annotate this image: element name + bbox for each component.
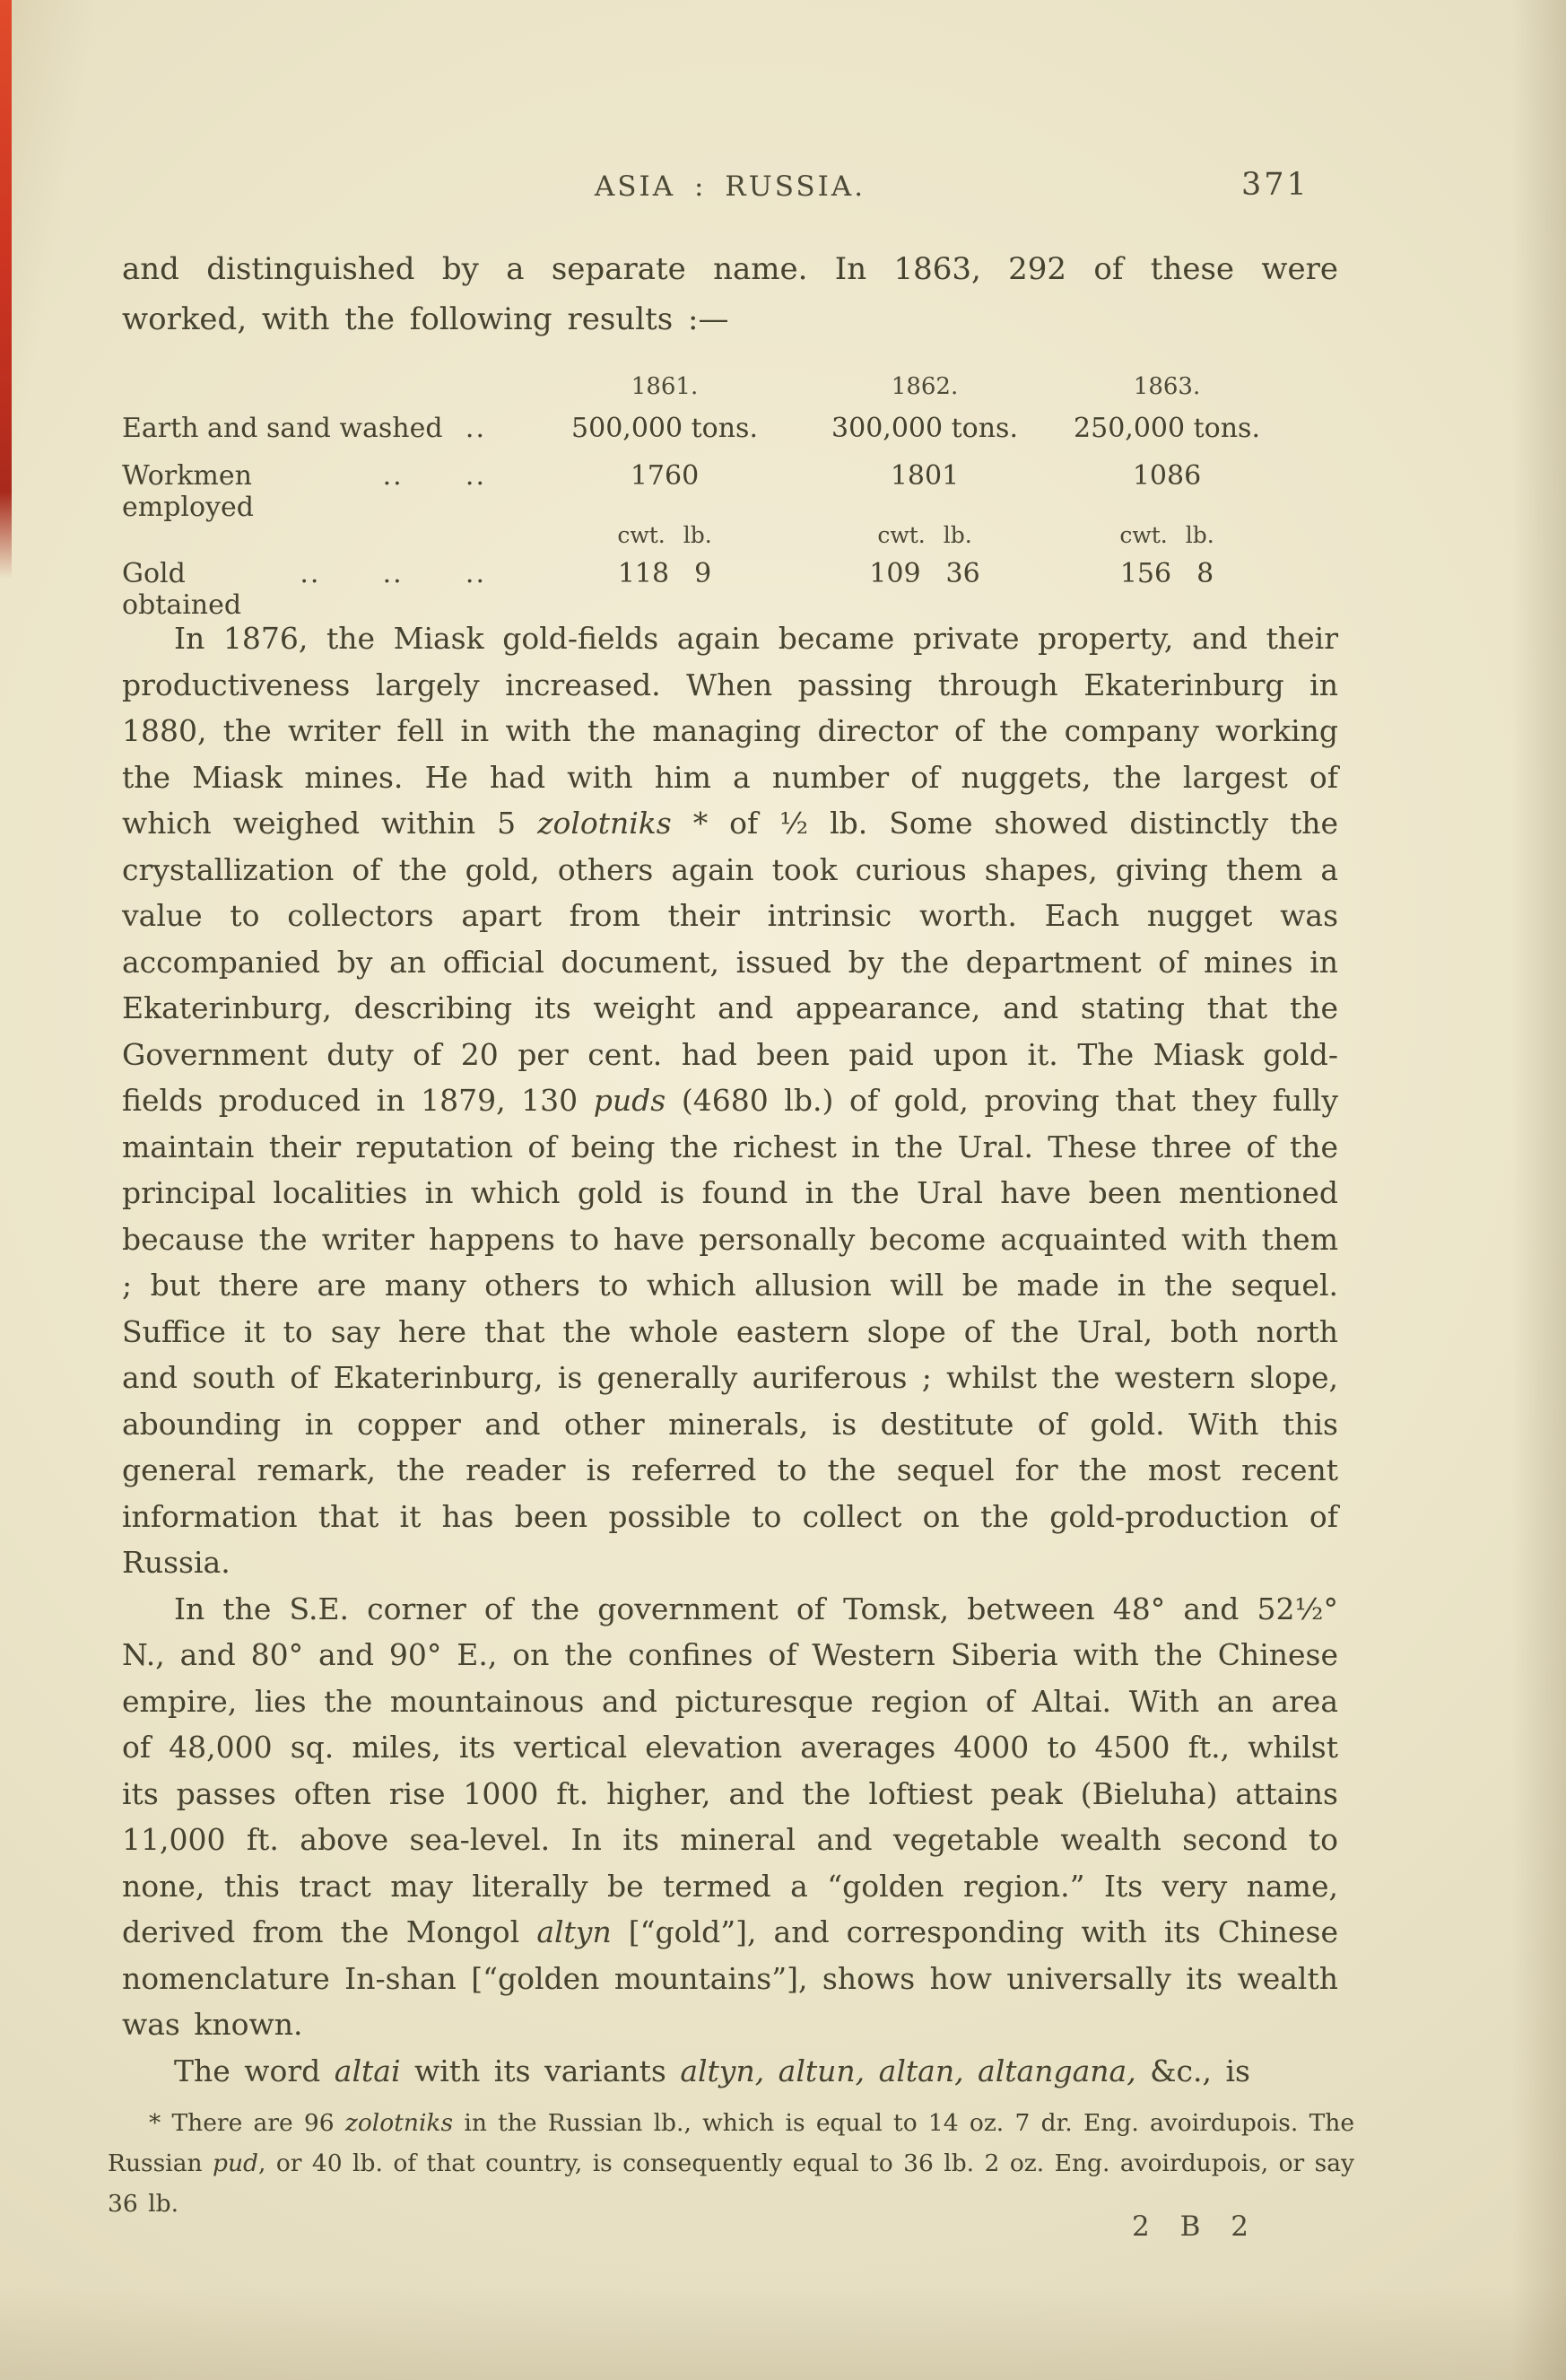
cell-value: 300,000 tons.: [831, 413, 1018, 444]
book-edge-red-strip: [0, 0, 12, 579]
cell-value: 1801: [890, 460, 960, 492]
dot-leader: .. .. ..: [300, 558, 486, 589]
paragraph-miask-goldfields: In 1876, the Miask gold-fields again became private property, and their productiveness largely increased. When passing through Ekaterinburg in 1880, the writer fell in with the managing director of the company working the Miask mines. He had with him a number of nuggets, the largest of which weighed within 5 zolotniks * of ½ lb. Some showed distinctly the crystallization of the gold, others again took curious shapes, giving them a value to collectors apart from their intrinsic worth. Each nugget was accompanied by an official document, issued by the department of mines in Ekaterinburg, describing its weight and appearance, and stating that the Government duty of 20 per cent. had been paid upon it. The Miask gold-fields produced in 1879, 130 puds (4680 lb.) of gold, proving that they fully maintain their reputation of being the richest in the Ural. These three of the principal localities in which gold is found in the Ural have been mentioned because the writer happens to have personally become acquainted with them ; but there are many others to which allusion will be made in the sequel. Suffice it to say here that the whole eastern slope of the Ural, both north and south of Ekaterinburg, is generally auriferous ; whilst the western slope, abounding in copper and other minerals, is destitute of gold. With this general remark, the reader is referred to the sequel for the most recent information that it has been possible to collect on the gold-production of Russia.: [122, 621, 1338, 1580]
cell-value: 109 36: [869, 558, 980, 589]
unit-header: cwt. lb.: [617, 522, 712, 548]
production-table: [122, 373, 1338, 621]
unit-header: cwt. lb.: [1119, 522, 1214, 548]
dot-leader: .. ..: [382, 460, 486, 492]
cell-value: 118 9: [617, 558, 712, 589]
dot-leader: ..: [465, 413, 486, 444]
cell-value: 1760: [630, 460, 700, 492]
table-row: [122, 558, 1338, 621]
signature-mark: 2 B 2: [1132, 2210, 1255, 2243]
row-label: Workmen employed: [122, 460, 254, 523]
cell-value: 156 8: [1119, 558, 1214, 589]
page-number: 371: [1241, 167, 1309, 203]
paragraph-altai-word: The word altai with its variants altyn, altun, altan, altangana, &c., is: [174, 2053, 1250, 2088]
running-head: ASIA : RUSSIA.: [594, 170, 866, 203]
table-row: [122, 413, 1338, 460]
intro-paragraph: and distinguished by a separate name. In 1863, 292 of these were worked, with the following results :—: [122, 251, 1338, 337]
cell-value: 250,000 tons.: [1074, 413, 1260, 444]
row-label: Gold obtained: [122, 558, 242, 621]
cell-value: 1086: [1132, 460, 1202, 492]
table-row: [122, 460, 1338, 523]
year-header: 1863.: [1133, 373, 1201, 400]
table-unit-header-row: [122, 522, 1338, 558]
footnote: * There are 96 zolotniks in the Russian lb., which is equal to 14 oz. 7 dr. Eng. avoirdupois. The Russian pud, or 40 lb. of that country, is consequently equal to 36 lb. 2 oz. Eng. avoirdupois, or say 36 lb.: [108, 2109, 1354, 2218]
body-text: [122, 615, 1338, 2094]
table-year-header-row: [122, 373, 1338, 413]
paragraph-altai-region: In the S.E. corner of the government of Tomsk, between 48° and 52½° N., and 80° and 90° E., on the confines of Western Siberia with the Chinese empire, lies the mountainous and picturesque region of Altai. With an area of 48,000 sq. miles, its vertical elevation averages 4000 to 4500 ft., whilst its passes often rise 1000 ft. higher, and the loftiest peak (Bieluha) attains 11,000 ft. above sea-level. In its mineral and vegetable wealth second to none, this tract may literally be termed a “golden region.” Its very name, derived from the Mongol altyn [“gold”], and corresponding with its Chinese nomenclature In-shan [“golden mountains”], shows how universally its wealth was known.: [122, 1591, 1338, 2042]
cell-value: 500,000 tons.: [571, 413, 758, 444]
row-label: Earth and sand washed: [122, 413, 443, 444]
year-header: 1861.: [631, 373, 699, 400]
year-header: 1862.: [891, 373, 959, 400]
unit-header: cwt. lb.: [877, 522, 972, 548]
